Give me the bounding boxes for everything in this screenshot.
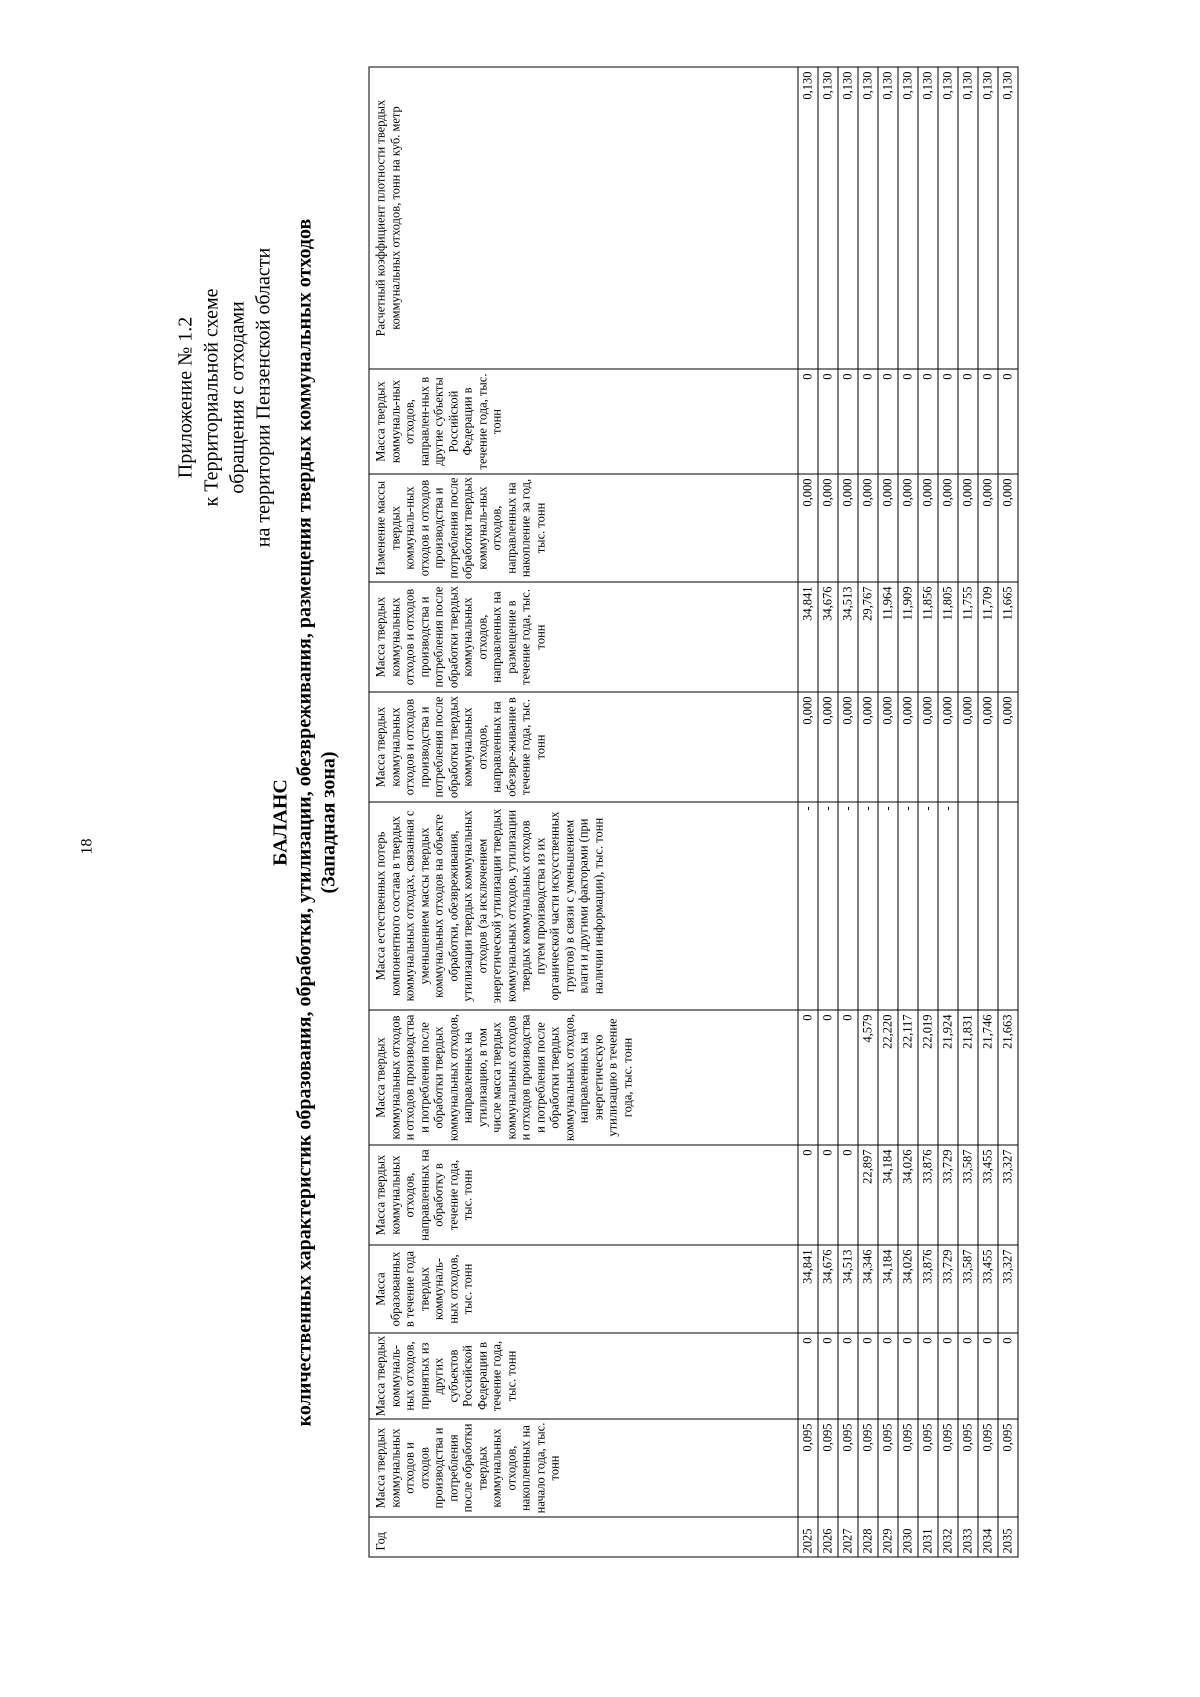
table-cell: 0 (998, 1333, 1018, 1419)
table-cell: 33,876 (918, 1245, 938, 1333)
table-cell: 33,455 (978, 1145, 998, 1245)
table-cell: 0 (818, 1333, 838, 1419)
table-cell: 11,709 (978, 582, 998, 692)
table-cell: 0,095 (898, 1419, 918, 1517)
table-cell: 0 (918, 369, 938, 474)
table-cell: 0,000 (798, 474, 818, 582)
table-cell: 33,327 (998, 1245, 1018, 1333)
table-cell: 0,130 (838, 67, 858, 369)
table-cell: 0,000 (898, 474, 918, 582)
header-natural-losses: Масса естественных потерь компонентного состава в твердых коммунальных отходах, связанная с уменьшением массы твердых коммунальных отходов на объекте обработки, обезвреживания, утилизации твердых коммунальных отходов (за исключением энергетической утилизации твердых коммунальных отходов, утилизации твердых коммунальных отходов путем производства из их органической части искусственных грунтов) в связи с уменьшением влаги и другими факторами (при наличии информации), тыс. тонн (369, 802, 798, 1010)
table-cell: 21,663 (998, 1010, 1018, 1145)
table-cell: 0,000 (798, 692, 818, 802)
table-cell: 0,130 (898, 67, 918, 369)
table-cell: 0,000 (998, 692, 1018, 802)
table-cell: 0,095 (998, 1419, 1018, 1517)
table-cell: 34,676 (818, 1245, 838, 1333)
header-generated: Масса образованных в течение года твердых коммуналь-ных отходов, тыс. тонн (369, 1245, 798, 1333)
table-cell: 33,455 (978, 1245, 998, 1333)
table-cell: 0 (838, 369, 858, 474)
table-cell: - (878, 802, 898, 1010)
table-cell: 21,746 (978, 1010, 998, 1145)
table-cell (998, 802, 1018, 1010)
table-cell: 34,026 (898, 1245, 918, 1333)
table-cell: 4,579 (858, 1010, 878, 1145)
table-cell: 0 (798, 1145, 818, 1245)
table-cell: 0,000 (838, 692, 858, 802)
header-density-coefficient: Расчетный коэффициент плотности твердых коммунальных отходов, тонн на куб. метр (369, 67, 798, 369)
table-cell: 0 (878, 1333, 898, 1419)
table-row (938, 67, 958, 1557)
title-line-3: (Западная зона) (317, 750, 339, 894)
table-body (798, 67, 1018, 1557)
table-cell: 0,095 (978, 1419, 998, 1517)
table-cell: 0 (838, 1010, 858, 1145)
table-cell: 34,184 (878, 1245, 898, 1333)
appendix-line-1: Приложение № 1.2 (174, 316, 196, 478)
table-cell: 0 (938, 369, 958, 474)
table-cell: 0,000 (878, 692, 898, 802)
table-row (798, 67, 818, 1557)
table-cell: 0,000 (918, 474, 938, 582)
table-cell-year: 2025 (798, 1517, 818, 1557)
table-cell: 0,095 (918, 1419, 938, 1517)
table-cell: 11,755 (958, 582, 978, 692)
table-cell: 0 (838, 1333, 858, 1419)
table-cell: 0 (818, 1010, 838, 1145)
table-row (838, 67, 858, 1557)
table-cell: 33,729 (938, 1245, 958, 1333)
table-cell: 34,676 (818, 582, 838, 692)
table-cell: 0,130 (938, 67, 958, 369)
table-cell-year: 2034 (978, 1517, 998, 1557)
table-cell: 0,000 (818, 474, 838, 582)
table-header-row (369, 67, 798, 1557)
table-cell: - (798, 802, 818, 1010)
table-cell: 0,095 (858, 1419, 878, 1517)
appendix-line-4: на территории Пензенской области (252, 247, 274, 547)
table-cell: 0,000 (838, 474, 858, 582)
table-cell (958, 802, 978, 1010)
table-cell: - (938, 802, 958, 1010)
table-cell: 0,130 (878, 67, 898, 369)
table-cell: - (898, 802, 918, 1010)
table-cell: 22,220 (878, 1010, 898, 1145)
table-row (998, 67, 1018, 1557)
table-cell: 0,095 (958, 1419, 978, 1517)
table-cell: 0,095 (818, 1419, 838, 1517)
table-cell: 0,130 (978, 67, 998, 369)
table-cell: 0 (798, 1333, 818, 1419)
table-row (818, 67, 838, 1557)
table-cell: 0 (858, 369, 878, 474)
balance-table (368, 66, 1018, 1557)
table-row (918, 67, 938, 1557)
table-cell: 0,130 (958, 67, 978, 369)
table-cell: 0,000 (958, 692, 978, 802)
table-cell: 0 (898, 369, 918, 474)
table-cell: 0,000 (938, 474, 958, 582)
document-title (268, 77, 340, 1567)
table-cell-year: 2031 (918, 1517, 938, 1557)
table-cell: 11,856 (918, 582, 938, 692)
table-cell: 0 (918, 1333, 938, 1419)
table-cell: 0,130 (818, 67, 838, 369)
appendix-header (172, 117, 276, 677)
table-cell: 22,117 (898, 1010, 918, 1145)
table-cell: 34,184 (878, 1145, 898, 1245)
table-cell: 0 (878, 369, 898, 474)
table-cell-year: 2032 (938, 1517, 958, 1557)
table-cell: 0,000 (878, 474, 898, 582)
table-cell: 0 (858, 1333, 878, 1419)
table-cell: 22,897 (858, 1145, 878, 1245)
table-cell: 34,513 (838, 582, 858, 692)
table-cell: 33,876 (918, 1145, 938, 1245)
title-line-2: количественных характеристик образования, обработки, утилизации, обезвреживания, размещения твердых коммунальных отходов (293, 218, 315, 1426)
table-row (858, 67, 878, 1557)
table-cell: 0,000 (858, 692, 878, 802)
table-cell: 0 (978, 1333, 998, 1419)
table-cell: 11,665 (998, 582, 1018, 692)
table-cell: 33,327 (998, 1145, 1018, 1245)
table-cell: - (858, 802, 878, 1010)
table-cell: 33,587 (958, 1245, 978, 1333)
table-cell: - (838, 802, 858, 1010)
table-row (898, 67, 918, 1557)
table-cell-year: 2029 (878, 1517, 898, 1557)
table-cell: 0 (998, 369, 1018, 474)
table-cell: - (918, 802, 938, 1010)
table-cell: 0,095 (798, 1419, 818, 1517)
table-cell: 22,019 (918, 1010, 938, 1145)
table-cell-year: 2027 (838, 1517, 858, 1557)
appendix-line-2: к Территориальной схеме (200, 287, 222, 507)
table-cell: 29,767 (858, 582, 878, 692)
header-accumulated-start: Масса твердых коммунальных отходов и отходов производства и потребления после обработки твердых коммунальных отходов, накопленных на начало года, тыс. тонн (369, 1419, 798, 1517)
table-cell (978, 802, 998, 1010)
table-cell: 0 (818, 369, 838, 474)
table-cell: 33,729 (938, 1145, 958, 1245)
table-cell: 0,000 (918, 692, 938, 802)
header-sent-to-processing: Масса твердых коммунальных отходов, направленных на обработку в течение года, тыс. тонн (369, 1145, 798, 1245)
table-cell-year: 2028 (858, 1517, 878, 1557)
appendix-line-3: обращения с отходами (226, 300, 248, 494)
table-cell: 0 (798, 1010, 818, 1145)
table-cell: 0,000 (958, 474, 978, 582)
table-row (878, 67, 898, 1557)
table-cell: 0,130 (798, 67, 818, 369)
table-cell: - (818, 802, 838, 1010)
table-cell: 0 (958, 1333, 978, 1419)
table-cell: 0,095 (838, 1419, 858, 1517)
table-cell: 0,130 (858, 67, 878, 369)
table-cell-year: 2026 (818, 1517, 838, 1557)
table-cell: 0,000 (998, 474, 1018, 582)
table-cell: 0,095 (938, 1419, 958, 1517)
table-row (978, 67, 998, 1557)
table-cell: 0,000 (938, 692, 958, 802)
table-cell: 0 (938, 1333, 958, 1419)
table-cell: 0 (978, 369, 998, 474)
table-cell-year: 2030 (898, 1517, 918, 1557)
table-cell: 11,805 (938, 582, 958, 692)
table-cell: 21,831 (958, 1010, 978, 1145)
table-cell: 34,513 (838, 1245, 858, 1333)
table-cell: 0,000 (898, 692, 918, 802)
table-cell: 34,026 (898, 1145, 918, 1245)
table-cell: 0,130 (998, 67, 1018, 369)
table-cell-year: 2033 (958, 1517, 978, 1557)
header-sent-to-neutralization: Масса твердых коммунальных отходов и отходов производства и потребления после обработки твердых коммунальных отходов, направленных на обезвре-живание в течение года, тыс. тонн (369, 692, 798, 802)
table-cell: 33,587 (958, 1145, 978, 1245)
page-number: 18 (78, 838, 95, 854)
table-cell: 34,346 (858, 1245, 878, 1333)
table-cell: 0,000 (978, 474, 998, 582)
table-cell: 0 (838, 1145, 858, 1245)
header-accumulation-change: Изменение массы твердых коммуналь-ных отходов и отходов производства и потребления после обработки твердых коммуналь-ных отходов, направленных на накопление за год, тыс. тонн (369, 474, 798, 582)
table-cell: 0,095 (878, 1419, 898, 1517)
table-cell: 11,909 (898, 582, 918, 692)
table-cell: 34,841 (798, 582, 818, 692)
table-cell: 0,000 (818, 692, 838, 802)
table-cell: 34,841 (798, 1245, 818, 1333)
table-cell: 21,924 (938, 1010, 958, 1145)
table-cell: 0 (818, 1145, 838, 1245)
table-cell: 0 (798, 369, 818, 474)
table-cell: 0 (898, 1333, 918, 1419)
header-year: Год (369, 1517, 798, 1557)
title-line-1: БАЛАНС (269, 778, 291, 866)
table-cell: 11,964 (878, 582, 898, 692)
table-cell: 0,130 (918, 67, 938, 369)
header-received-other-regions: Масса твердых коммуналь-ных отходов, принятых из других субъектов Российской Федерации в течение года, тыс. тонн (369, 1333, 798, 1419)
header-sent-to-disposal: Масса твердых коммунальных отходов и отходов производства и потребления после обработки твердых коммунальных отходов, направленных на размещение в течение года, тыс. тонн (369, 582, 798, 692)
header-sent-to-other-regions: Масса твердых коммуналь-ных отходов, направлен-ных в другие субъекты Российской Федерации в течение года, тыс. тонн (369, 369, 798, 474)
table-cell: 0,000 (978, 692, 998, 802)
table-cell: 0,000 (858, 474, 878, 582)
header-sent-to-utilization: Масса твердых коммунальных отходов и отходов производства и потребления после обработки твердых коммунальных отходов, направленных на утилизацию, в том числе масса твердых коммунальных отходов и отходов производства и потребления после обработки твердых коммунальных отходов, направленных на энергетическую утилизацию в течение года, тыс. тонн (369, 1010, 798, 1145)
table-cell: 0 (958, 369, 978, 474)
table-row (958, 67, 978, 1557)
table-cell-year: 2035 (998, 1517, 1018, 1557)
